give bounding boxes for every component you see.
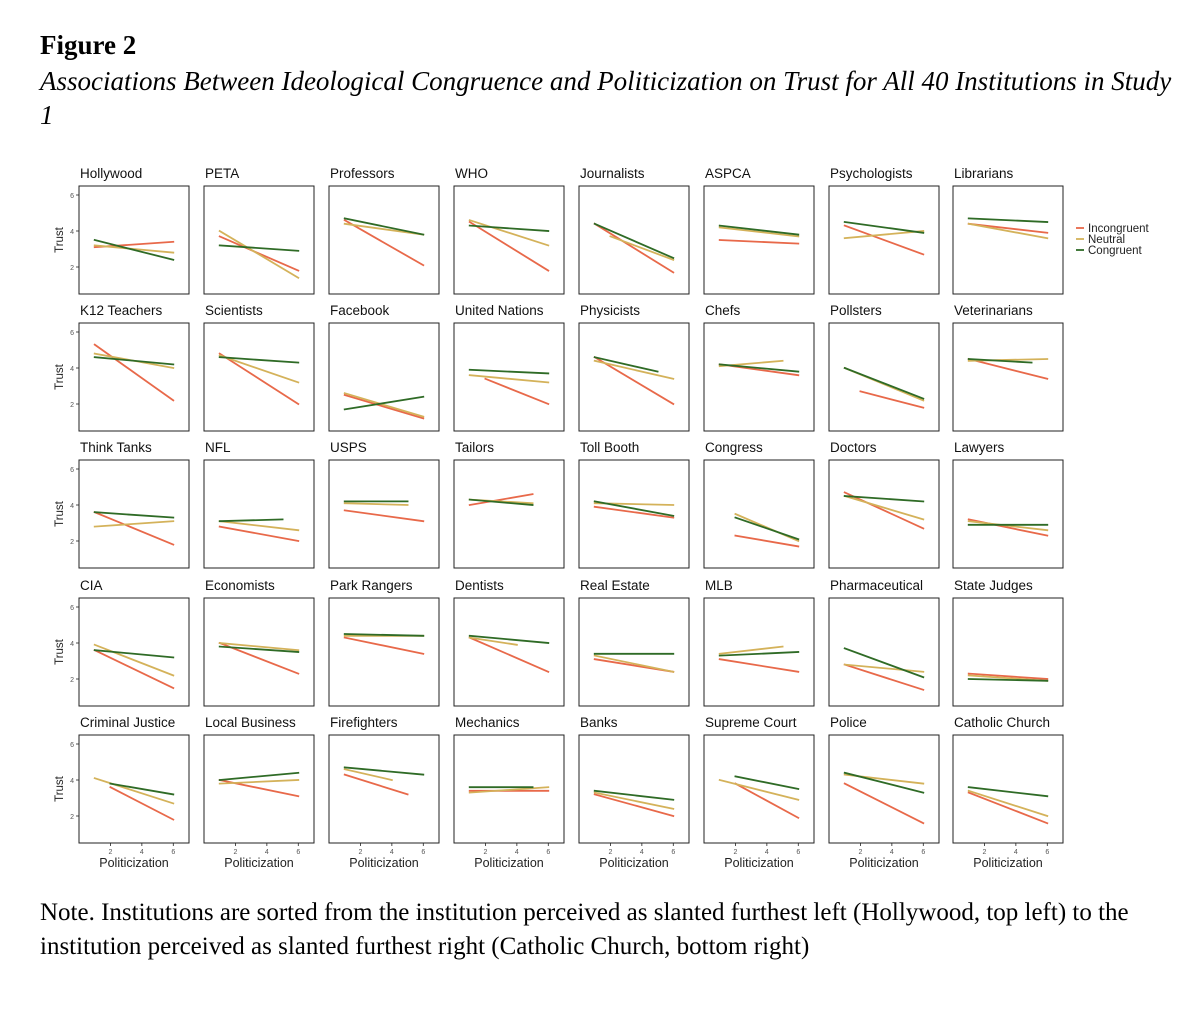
x-tick-label: 2 (608, 849, 613, 856)
y-axis-label: Trust (54, 227, 66, 253)
x-axis-label: Politicization (349, 856, 419, 870)
panel-frame (79, 598, 189, 706)
panel-title: Toll Booth (580, 440, 640, 455)
x-axis-label: Politicization (849, 856, 919, 870)
panel-title: Criminal Justice (80, 715, 176, 730)
x-tick-label: 6 (421, 849, 426, 856)
panel-frame (204, 460, 314, 568)
y-axis-label: Trust (54, 776, 66, 802)
panel-title: Physicists (580, 303, 641, 318)
y-tick-label: 4 (70, 229, 74, 236)
x-tick-label: 4 (389, 849, 394, 856)
figure-label: Figure 2 (40, 30, 137, 60)
panel-title: State Judges (954, 578, 1033, 593)
x-tick-label: 6 (796, 849, 801, 856)
panel-title: Psychologists (830, 166, 913, 181)
x-tick-label: 2 (982, 849, 987, 856)
y-tick-label: 4 (70, 778, 74, 785)
x-tick-label: 6 (296, 849, 301, 856)
panel-title: Supreme Court (705, 715, 797, 730)
y-tick-label: 4 (70, 641, 74, 648)
x-axis-label: Politicization (724, 856, 794, 870)
legend-label: Congruent (1088, 245, 1142, 257)
panel-frame (329, 460, 439, 568)
y-axis-label: Trust (54, 364, 66, 390)
y-tick-label: 4 (70, 366, 74, 373)
x-tick-label: 6 (671, 849, 676, 856)
panel-frame (329, 186, 439, 294)
panel-title: Professors (330, 166, 395, 181)
panel-frame (329, 323, 439, 431)
panel-title: Veterinarians (954, 303, 1033, 318)
y-tick-label: 6 (70, 330, 74, 337)
panel-frame (579, 323, 689, 431)
y-axis-label: Trust (54, 639, 66, 665)
panel-title: Local Business (205, 715, 296, 730)
panel-title: K12 Teachers (80, 303, 163, 318)
panel-title: Economists (205, 578, 275, 593)
panel-frame (454, 323, 564, 431)
y-axis-label: Trust (54, 501, 66, 527)
panel-title: USPS (330, 440, 367, 455)
panel-title: Firefighters (330, 715, 398, 730)
panel-title: Librarians (954, 166, 1014, 181)
panel-title: Catholic Church (954, 715, 1051, 730)
panel-title: WHO (455, 166, 488, 181)
panel-title: Police (830, 715, 867, 730)
panel-title: Congress (705, 440, 763, 455)
panel-title: Dentists (455, 578, 504, 593)
panel-frame (454, 186, 564, 294)
panel-title: Think Tanks (80, 440, 152, 455)
panel-title: Tailors (455, 440, 495, 455)
x-tick-label: 6 (921, 849, 926, 856)
y-tick-label: 6 (70, 193, 74, 200)
panel-title: Doctors (830, 440, 877, 455)
panel-frame (829, 735, 939, 843)
panel-title: Facebook (330, 303, 390, 318)
y-tick-label: 6 (70, 605, 74, 612)
panel-frame (704, 323, 814, 431)
panel-frame (329, 598, 439, 706)
x-tick-label: 4 (264, 849, 269, 856)
x-tick-label: 4 (889, 849, 894, 856)
x-axis-label: Politicization (99, 856, 169, 870)
panel-frame (79, 323, 189, 431)
x-tick-label: 4 (1013, 849, 1018, 856)
panel-title: Pharmaceutical (830, 578, 924, 593)
panel-title: NFL (205, 440, 231, 455)
y-tick-label: 4 (70, 503, 74, 510)
figure-note: Note. Institutions are sorted from the institution perceived as slanted furthest left (Hollywood, top left) to the institution perceived as slanted furthest right (Catholic Church, bottom right) (40, 899, 1129, 960)
figure-title: Associations Between Ideological Congruence and Politicization on Trust for All 40 Institutions in Study 1 (40, 66, 1172, 130)
panel-title: PETA (205, 166, 240, 181)
x-axis-label: Politicization (973, 856, 1043, 870)
x-tick-label: 6 (171, 849, 176, 856)
x-tick-label: 6 (1045, 849, 1050, 856)
panel-frame (829, 460, 939, 568)
panel-frame (953, 598, 1063, 706)
x-tick-label: 2 (108, 849, 113, 856)
x-tick-label: 4 (514, 849, 519, 856)
panel-frame (579, 598, 689, 706)
panel-title: Banks (580, 715, 618, 730)
panel-frame (329, 735, 439, 843)
y-tick-label: 2 (70, 539, 74, 546)
panel-frame (454, 598, 564, 706)
x-tick-label: 2 (483, 849, 488, 856)
panel-title: MLB (705, 578, 733, 593)
x-axis-label: Politicization (224, 856, 294, 870)
panel-frame (829, 323, 939, 431)
panel-title: Hollywood (80, 166, 143, 181)
x-tick-label: 2 (858, 849, 863, 856)
x-tick-label: 4 (764, 849, 769, 856)
x-tick-label: 6 (546, 849, 551, 856)
panel-title: ASPCA (705, 166, 751, 181)
panel-title: Park Rangers (330, 578, 413, 593)
y-tick-label: 2 (70, 402, 74, 409)
panel-title: Real Estate (580, 578, 650, 593)
x-tick-label: 4 (639, 849, 644, 856)
panel-title: Lawyers (954, 440, 1005, 455)
y-tick-label: 6 (70, 742, 74, 749)
panel-frame (204, 323, 314, 431)
panel-frame (953, 323, 1063, 431)
panel-frame (704, 460, 814, 568)
panel-frame (953, 735, 1063, 843)
panel-title: Chefs (705, 303, 741, 318)
y-tick-label: 2 (70, 814, 74, 821)
panel-frame (953, 460, 1063, 568)
x-tick-label: 2 (233, 849, 238, 856)
legend-label: Neutral (1088, 234, 1126, 246)
y-tick-label: 2 (70, 265, 74, 272)
panel-frame (953, 186, 1063, 294)
panel-frame (79, 735, 189, 843)
panel-title: CIA (80, 578, 103, 593)
panel-title: United Nations (455, 303, 544, 318)
panel-title: Journalists (580, 166, 645, 181)
x-tick-label: 4 (139, 849, 144, 856)
x-axis-label: Politicization (599, 856, 669, 870)
y-tick-label: 6 (70, 467, 74, 474)
panel-frame (579, 735, 689, 843)
panel-title: Pollsters (830, 303, 882, 318)
y-tick-label: 2 (70, 677, 74, 684)
x-axis-label: Politicization (474, 856, 544, 870)
panel-frame (579, 460, 689, 568)
legend-label: Incongruent (1088, 223, 1149, 235)
panel-title: Scientists (205, 303, 263, 318)
panel-frame (454, 460, 564, 568)
panel-title: Mechanics (455, 715, 520, 730)
x-tick-label: 2 (358, 849, 363, 856)
x-tick-label: 2 (733, 849, 738, 856)
